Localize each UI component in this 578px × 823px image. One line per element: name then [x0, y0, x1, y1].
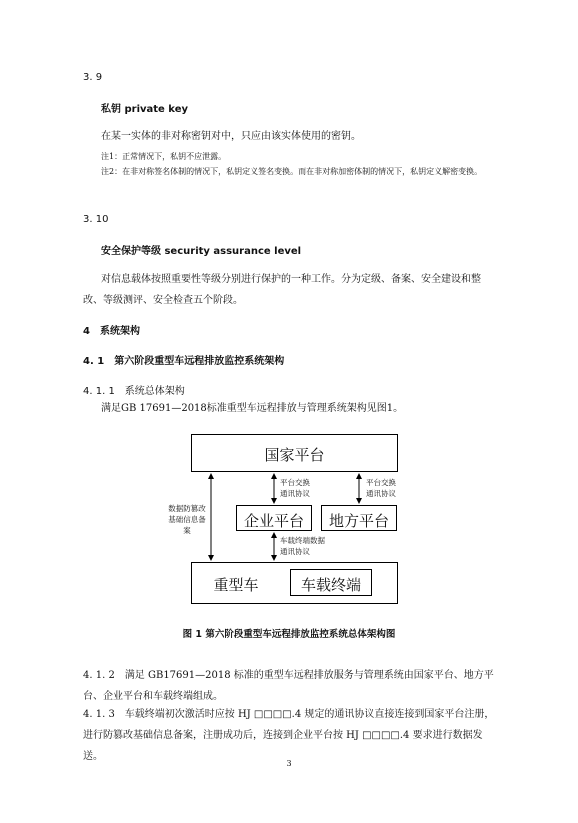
- section-3-9-definition: 在某一实体的非对称密钥对中，只应由该实体使用的密钥。: [101, 131, 361, 142]
- section-4-1-1-heading: 4. 1. 1 系统总体架构: [83, 386, 185, 397]
- section-3-10-definition: 对信息载体按照重要性等级分别进行保护的一种工作。分为定级、备案、安全建设和整改、等级测评、安全检查五个阶段。: [83, 274, 481, 306]
- label-tamper-proof-filing: 数据防篡改基础信息备案: [168, 504, 206, 535]
- label-platform-exchange-left: 平台交换通讯协议: [280, 478, 310, 498]
- section-3-10-term: 安全保护等级 security assurance level: [101, 246, 302, 257]
- heavy-vehicle-label: 重型车: [213, 576, 259, 594]
- section-4-1-heading: 4. 1 第六阶段重型车远程排放监控系统架构: [83, 356, 285, 367]
- section-3-9-term: 私钥 private key: [101, 104, 188, 115]
- enterprise-platform-label: 企业平台: [243, 512, 304, 530]
- section-3-9-note-2: 注2：在非对称签名体制的情况下，私钥定义签名变换。而在非对称加密体制的情况下，私钥定义解密变换。: [101, 167, 483, 176]
- section-4-1-2-text: 4. 1. 2 满足 GB17691—2018 标准的重型车远程排放服务与管理系统由国家平台、地方平台、企业平台和车载终端组成。: [83, 670, 494, 702]
- figure-caption: 图 1 第六阶段重型车远程排放监控系统总体架构图: [182, 629, 396, 640]
- label-terminal-data-protocol: 车载终端数据通讯协议: [280, 536, 325, 556]
- section-3-9-number: 3. 9: [83, 72, 103, 83]
- section-4-1-3-text: 4. 1. 3 车载终端初次激活时应按 HJ □□□□.4 规定的通讯协议直接连接到国家平台注册，进行防篡改基础信息备案，注册成功后，连接到企业平台按 HJ □□□□.4 要求进行数据发送。: [83, 709, 495, 762]
- local-platform-label: 地方平台: [328, 512, 389, 530]
- page-number: 3: [286, 759, 292, 768]
- section-3-10-number: 3. 10: [83, 214, 109, 225]
- national-platform-label: 国家平台: [264, 446, 325, 464]
- section-4-heading: 4 系统架构: [83, 326, 140, 337]
- vehicle-terminal-label: 车载终端: [300, 576, 361, 594]
- section-3-9-note-1: 注1：正常情况下，私钥不应泄露。: [101, 152, 227, 161]
- label-platform-exchange-right: 平台交换通讯协议: [366, 478, 396, 498]
- section-4-1-1-text: 满足GB 17691—2018标准重型车远程排放与管理系统架构见图1。: [101, 403, 404, 414]
